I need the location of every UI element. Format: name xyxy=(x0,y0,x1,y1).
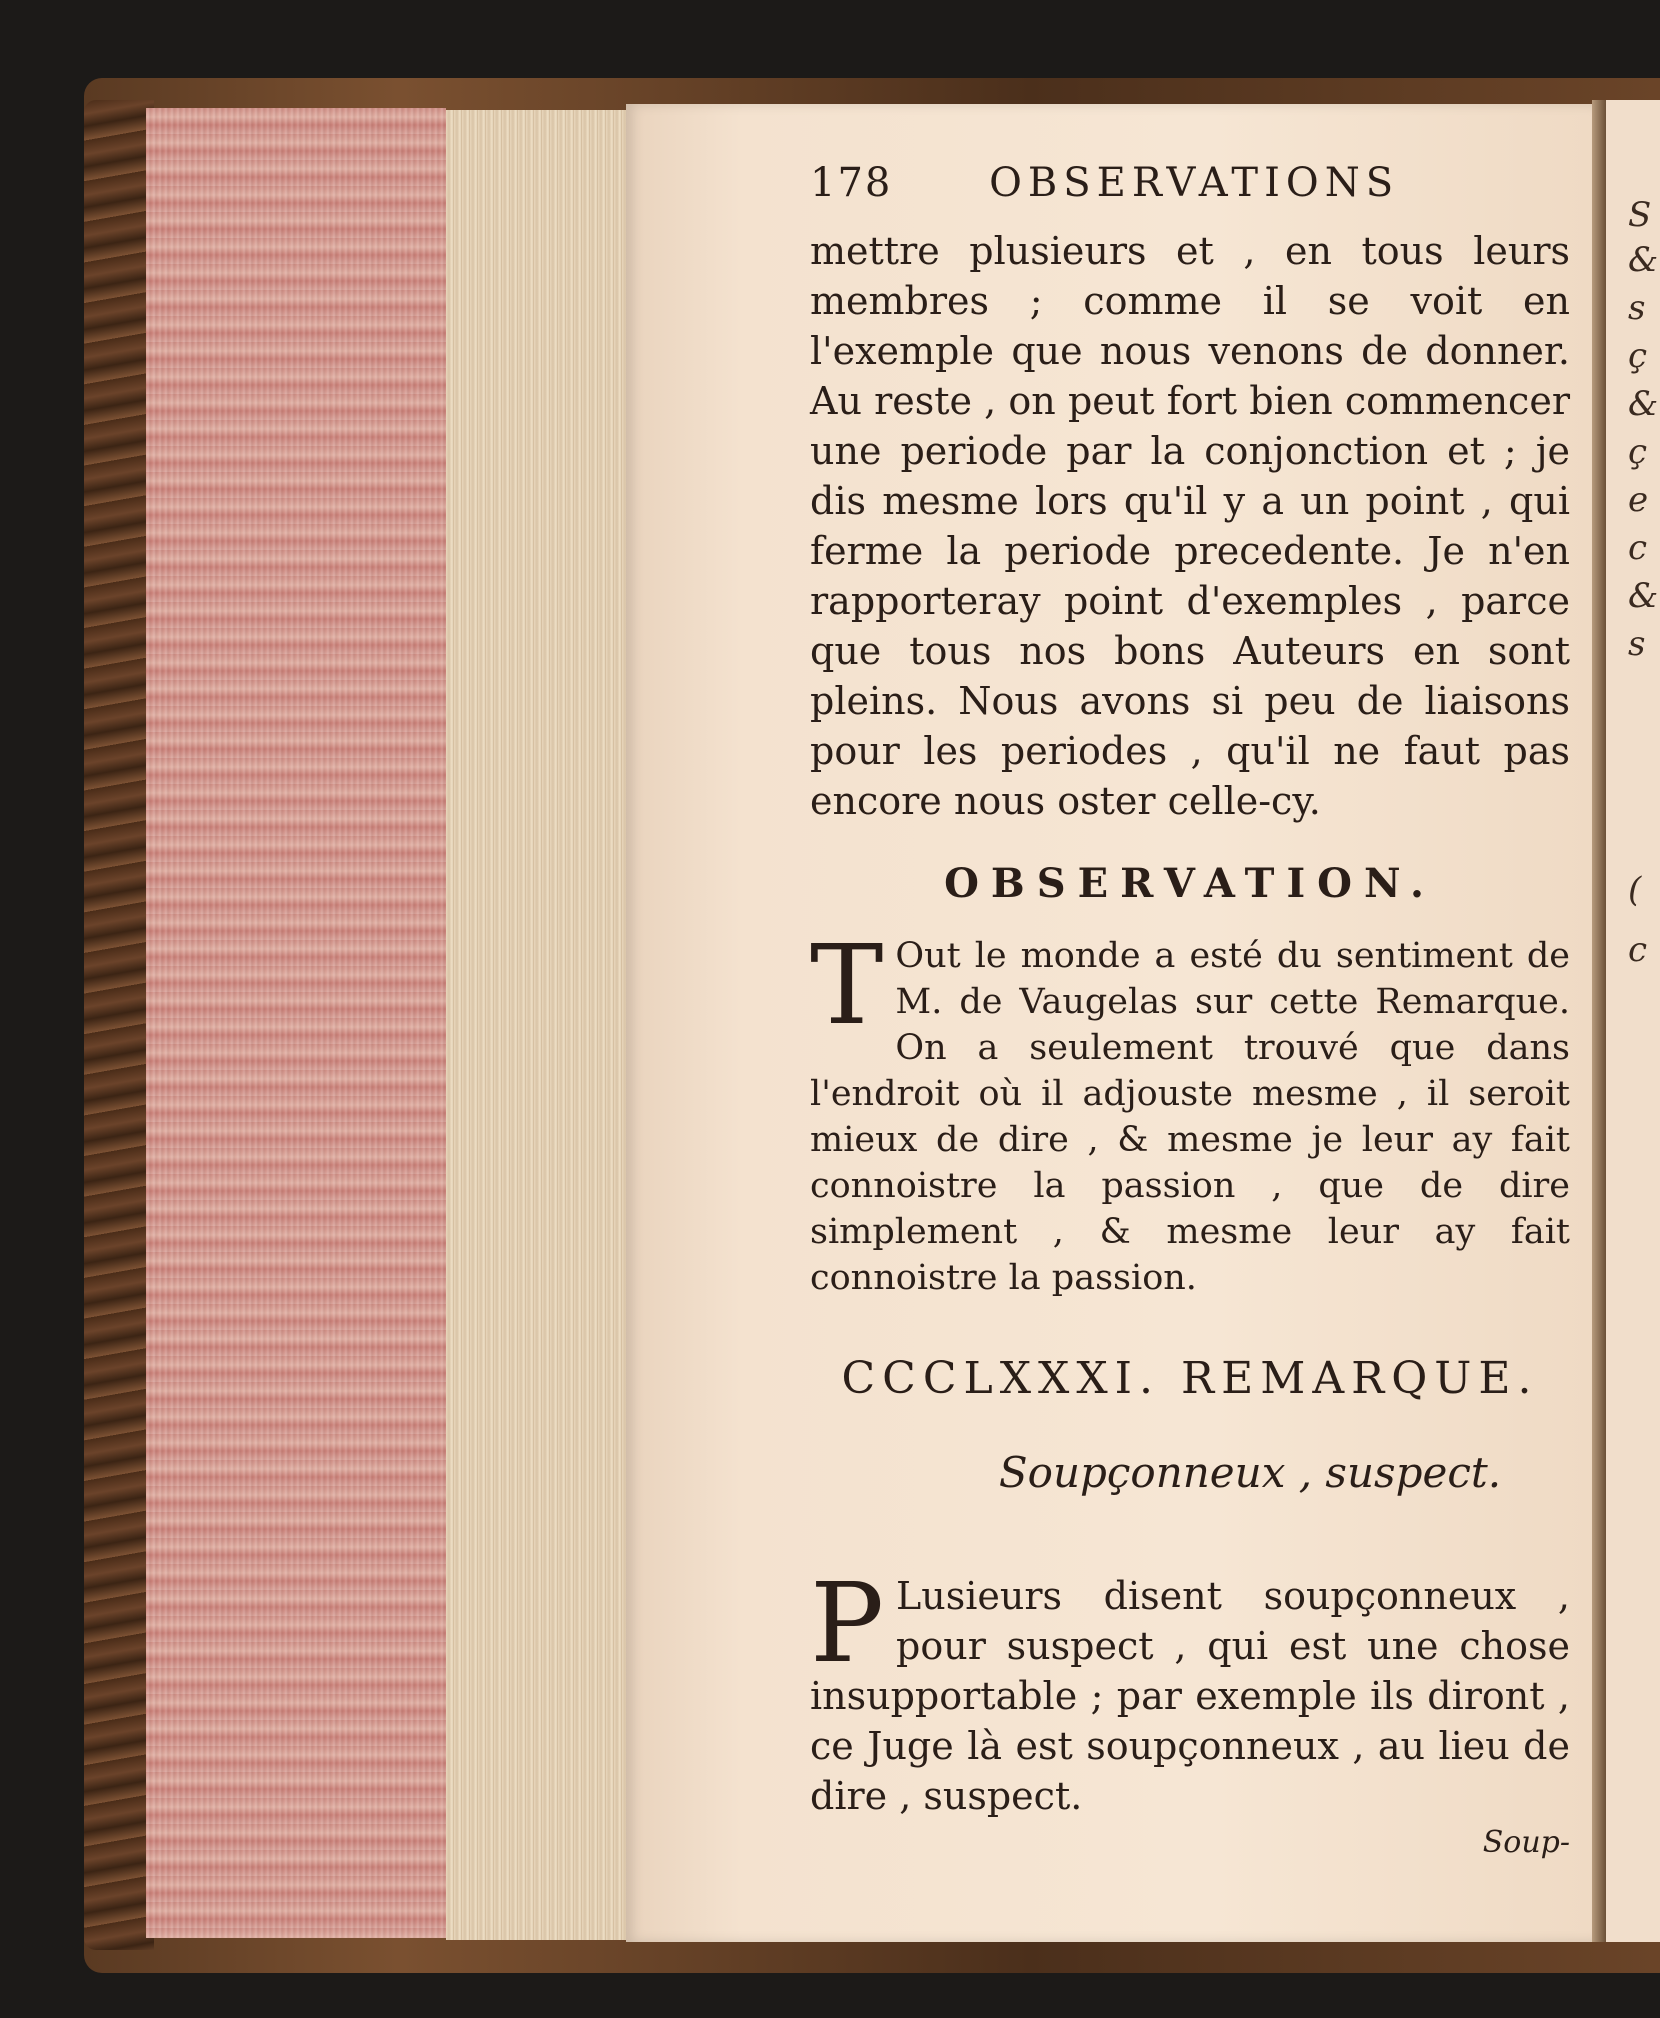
facing-page-edge xyxy=(1606,100,1660,1942)
remark-subtitle: Soupçonneux , suspect. xyxy=(998,1448,1502,1497)
facing-glyph: ç xyxy=(1628,336,1648,376)
running-head-title: OBSERVATIONS xyxy=(989,160,1400,206)
observation-text: Out le monde a esté du sentiment de M. de Vaugelas sur cette Remarque. On a seulement trouvé que dans l'endroit où il adjouste mesme , il seroit mieux de dire , & mesme je leur ay fait connoistre la passion , que de dire simplement , & mesme leur ay fait connoistre la passion. xyxy=(810,936,1570,1298)
page-gutter xyxy=(1592,100,1606,1942)
book-spine xyxy=(84,100,154,1950)
facing-glyph: & xyxy=(1628,240,1659,280)
catchword: Soup- xyxy=(1482,1825,1570,1860)
page-content xyxy=(810,160,1570,1860)
facing-glyph: c xyxy=(1628,528,1648,568)
facing-glyph: s xyxy=(1628,624,1646,664)
facing-glyph: & xyxy=(1628,384,1659,424)
facing-glyph: ç xyxy=(1628,432,1648,472)
observation-heading: OBSERVATION. xyxy=(944,860,1436,907)
facing-glyph: & xyxy=(1628,576,1659,616)
drop-cap: T xyxy=(810,921,884,1049)
running-head xyxy=(810,160,1570,206)
observation-paragraph xyxy=(810,921,1570,1301)
remark-text: Lusieurs disent soupçonneux , pour suspect , qui est une chose insupportable ; par exemple ils diront , ce Juge là est soupçonneux , au lieu de dire , suspect. xyxy=(810,1574,1570,1818)
facing-glyph: ( xyxy=(1628,870,1642,910)
page-edges xyxy=(446,110,626,1940)
remark-heading: CCCLXXXI. REMARQUE. xyxy=(841,1353,1539,1404)
remark-paragraph xyxy=(810,1559,1570,1821)
facing-glyph: e xyxy=(1628,480,1649,520)
page-number: 178 xyxy=(810,160,893,206)
facing-glyph: s xyxy=(1628,288,1646,328)
facing-glyph: c xyxy=(1628,930,1648,970)
facing-glyph: S xyxy=(1628,195,1652,235)
drop-cap: P xyxy=(810,1559,885,1687)
body-paragraph: mettre plusieurs et , en tous leurs membres ; comme il se voit en l'exemple que nous venons de donner. Au reste , on peut fort bien commencer une periode par la conjonction et ; je dis mesme lors qu'il y a un point , qui ferme la periode precedente. Je n'en rapporteray point d'exemples , parce que tous nos bons Auteurs en sont pleins. Nous avons si peu de liaisons pour les periodes , qu'il ne faut pas encore nous oster celle-cy. xyxy=(810,229,1570,823)
red-page-edges xyxy=(146,108,446,1938)
